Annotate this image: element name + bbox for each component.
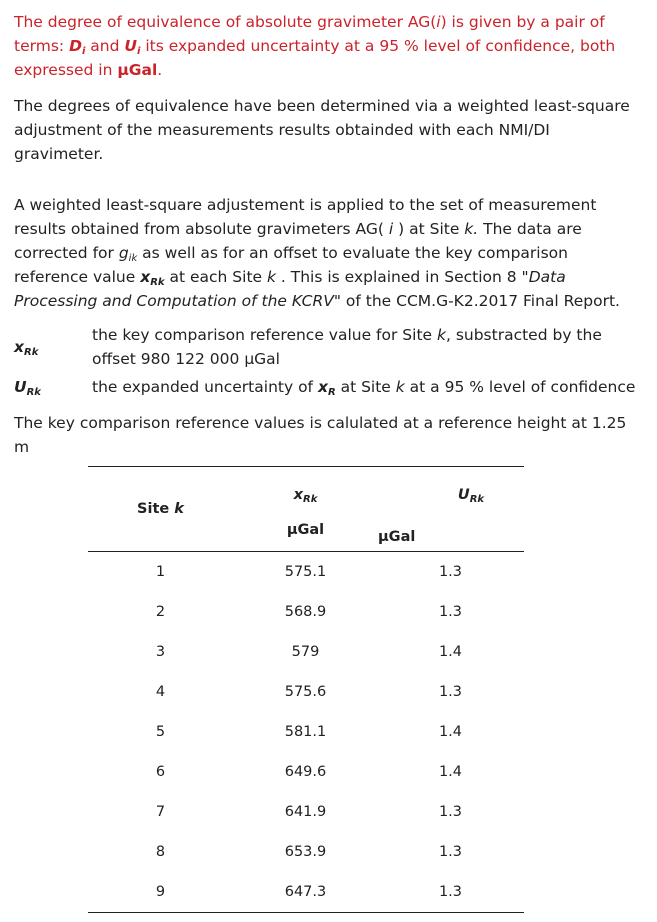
u-rk-cell: 1.4 bbox=[438, 764, 462, 780]
definition-x-rk bbox=[14, 323, 643, 371]
para-site: k. bbox=[464, 220, 479, 238]
site-cell: 1 bbox=[155, 564, 166, 580]
u-rk-cell: 1.3 bbox=[438, 564, 462, 580]
para-text: ) at Site bbox=[393, 220, 465, 238]
d-subscript: i bbox=[81, 46, 86, 57]
d-symbol: D bbox=[69, 37, 82, 55]
site-cell: 8 bbox=[155, 844, 166, 860]
intro-text: . bbox=[157, 61, 163, 79]
u-rk-cell: 1.3 bbox=[438, 844, 462, 860]
definition-term: $U_{Rk}$ bbox=[14, 378, 41, 398]
table-row bbox=[88, 672, 524, 712]
table-row bbox=[88, 552, 524, 593]
x-rk-cell: 641.9 bbox=[284, 804, 327, 820]
para-text: at each Site bbox=[164, 268, 267, 286]
definition-u-rk bbox=[14, 375, 643, 399]
x-rk-cell: 647.3 bbox=[233, 872, 378, 913]
site-cell: 2 bbox=[155, 604, 166, 620]
x-symbol: x bbox=[140, 268, 151, 286]
x-rk-cell: 581.1 bbox=[284, 724, 327, 740]
para-text: as well as for an offset to evaluate the key comparison reference value bbox=[14, 244, 568, 286]
definition-description: the expanded uncertainty of $x_R$ at Site k at a 95 % level of confidence bbox=[92, 378, 636, 398]
para-index: i bbox=[388, 220, 394, 238]
site-cell: 7 bbox=[155, 804, 166, 820]
site-cell: 3 bbox=[155, 644, 166, 660]
x-rk-cell: 568.9 bbox=[284, 604, 327, 620]
intro-index: i bbox=[436, 13, 441, 31]
u-subscript: i bbox=[136, 46, 141, 57]
u-rk-unit: µGal bbox=[378, 529, 416, 545]
g-subscript: ik bbox=[128, 253, 138, 264]
u-rk-cell: 1.3 bbox=[378, 872, 524, 913]
x-rk-cell: 575.1 bbox=[284, 564, 327, 580]
intro-paragraph bbox=[14, 10, 643, 82]
site-cell: 4 bbox=[155, 684, 166, 700]
report-section-title: Data Processing and Computation of the KCRV bbox=[14, 268, 566, 310]
x-subscript: Rk bbox=[150, 277, 165, 288]
u-rk-cell: 1.4 bbox=[438, 724, 462, 740]
x-rk-cell: 653.9 bbox=[284, 844, 327, 860]
definitions-list bbox=[14, 323, 643, 399]
site-cell: 5 bbox=[155, 724, 166, 740]
adjustment-paragraph bbox=[14, 193, 643, 313]
table-body bbox=[88, 552, 524, 913]
u-rk-cell: 1.3 bbox=[438, 604, 462, 620]
x-rk-unit: µGal bbox=[286, 522, 325, 538]
para-text: " of the CCM.G-K2.2017 Final Report. bbox=[333, 292, 620, 310]
table-row bbox=[88, 792, 524, 832]
definition-description: the key comparison reference value for Site k, substracted by the offset 980 122 000 µGal bbox=[92, 326, 602, 368]
method-paragraph: The degrees of equivalence have been determined via a weighted least-square adjustment of the measurements results obtainded with each NMI/DI gravimeter. bbox=[14, 97, 630, 163]
para-text: . This is explained in Section 8 " bbox=[275, 268, 529, 286]
u-rk-cell: 1.3 bbox=[438, 804, 462, 820]
definition-term: $x_{Rk}$ bbox=[14, 338, 39, 358]
para-text: A weighted least-square adjustement is applied to the set of measurement results obtained from absolute gravimeters AG( bbox=[14, 196, 597, 238]
table-row bbox=[88, 632, 524, 672]
intro-text: its expanded uncertainty at a 95 % level of confidence, both expressed in bbox=[14, 37, 616, 79]
site-cell: 6 bbox=[155, 764, 166, 780]
u-rk-cell: 1.4 bbox=[438, 644, 462, 660]
table-row bbox=[88, 712, 524, 752]
u-rk-cell: 1.3 bbox=[438, 684, 462, 700]
u-symbol: U bbox=[124, 37, 137, 55]
table-row bbox=[88, 752, 524, 792]
para-text: The data are corrected for bbox=[14, 220, 582, 262]
table-row bbox=[88, 832, 524, 872]
x-rk-cell: 649.6 bbox=[284, 764, 327, 780]
x-rk-cell: 579 bbox=[291, 644, 320, 660]
u-rk-column-header: $U_{Rk}$ bbox=[457, 487, 485, 505]
reference-height-note: The key comparison reference values is calulated at a reference height at 1.25 m bbox=[14, 414, 627, 456]
intro-text: The degree of equivalence of absolute gravimeter AG( bbox=[14, 13, 437, 31]
x-rk-column-header: $x_{Rk}$ bbox=[293, 487, 318, 505]
table-row bbox=[88, 592, 524, 632]
intro-unit: µGal bbox=[117, 61, 158, 79]
kcrv-table bbox=[88, 466, 524, 913]
site-cell: 9 bbox=[88, 872, 233, 913]
para-site: k bbox=[267, 268, 276, 286]
intro-text: and bbox=[85, 37, 125, 55]
intro-text: ) is given by a pair of terms: bbox=[14, 13, 605, 55]
table-row bbox=[88, 872, 524, 913]
x-rk-cell: 575.6 bbox=[284, 684, 327, 700]
site-column-header: Site k bbox=[137, 501, 184, 517]
g-symbol: g bbox=[118, 244, 129, 262]
